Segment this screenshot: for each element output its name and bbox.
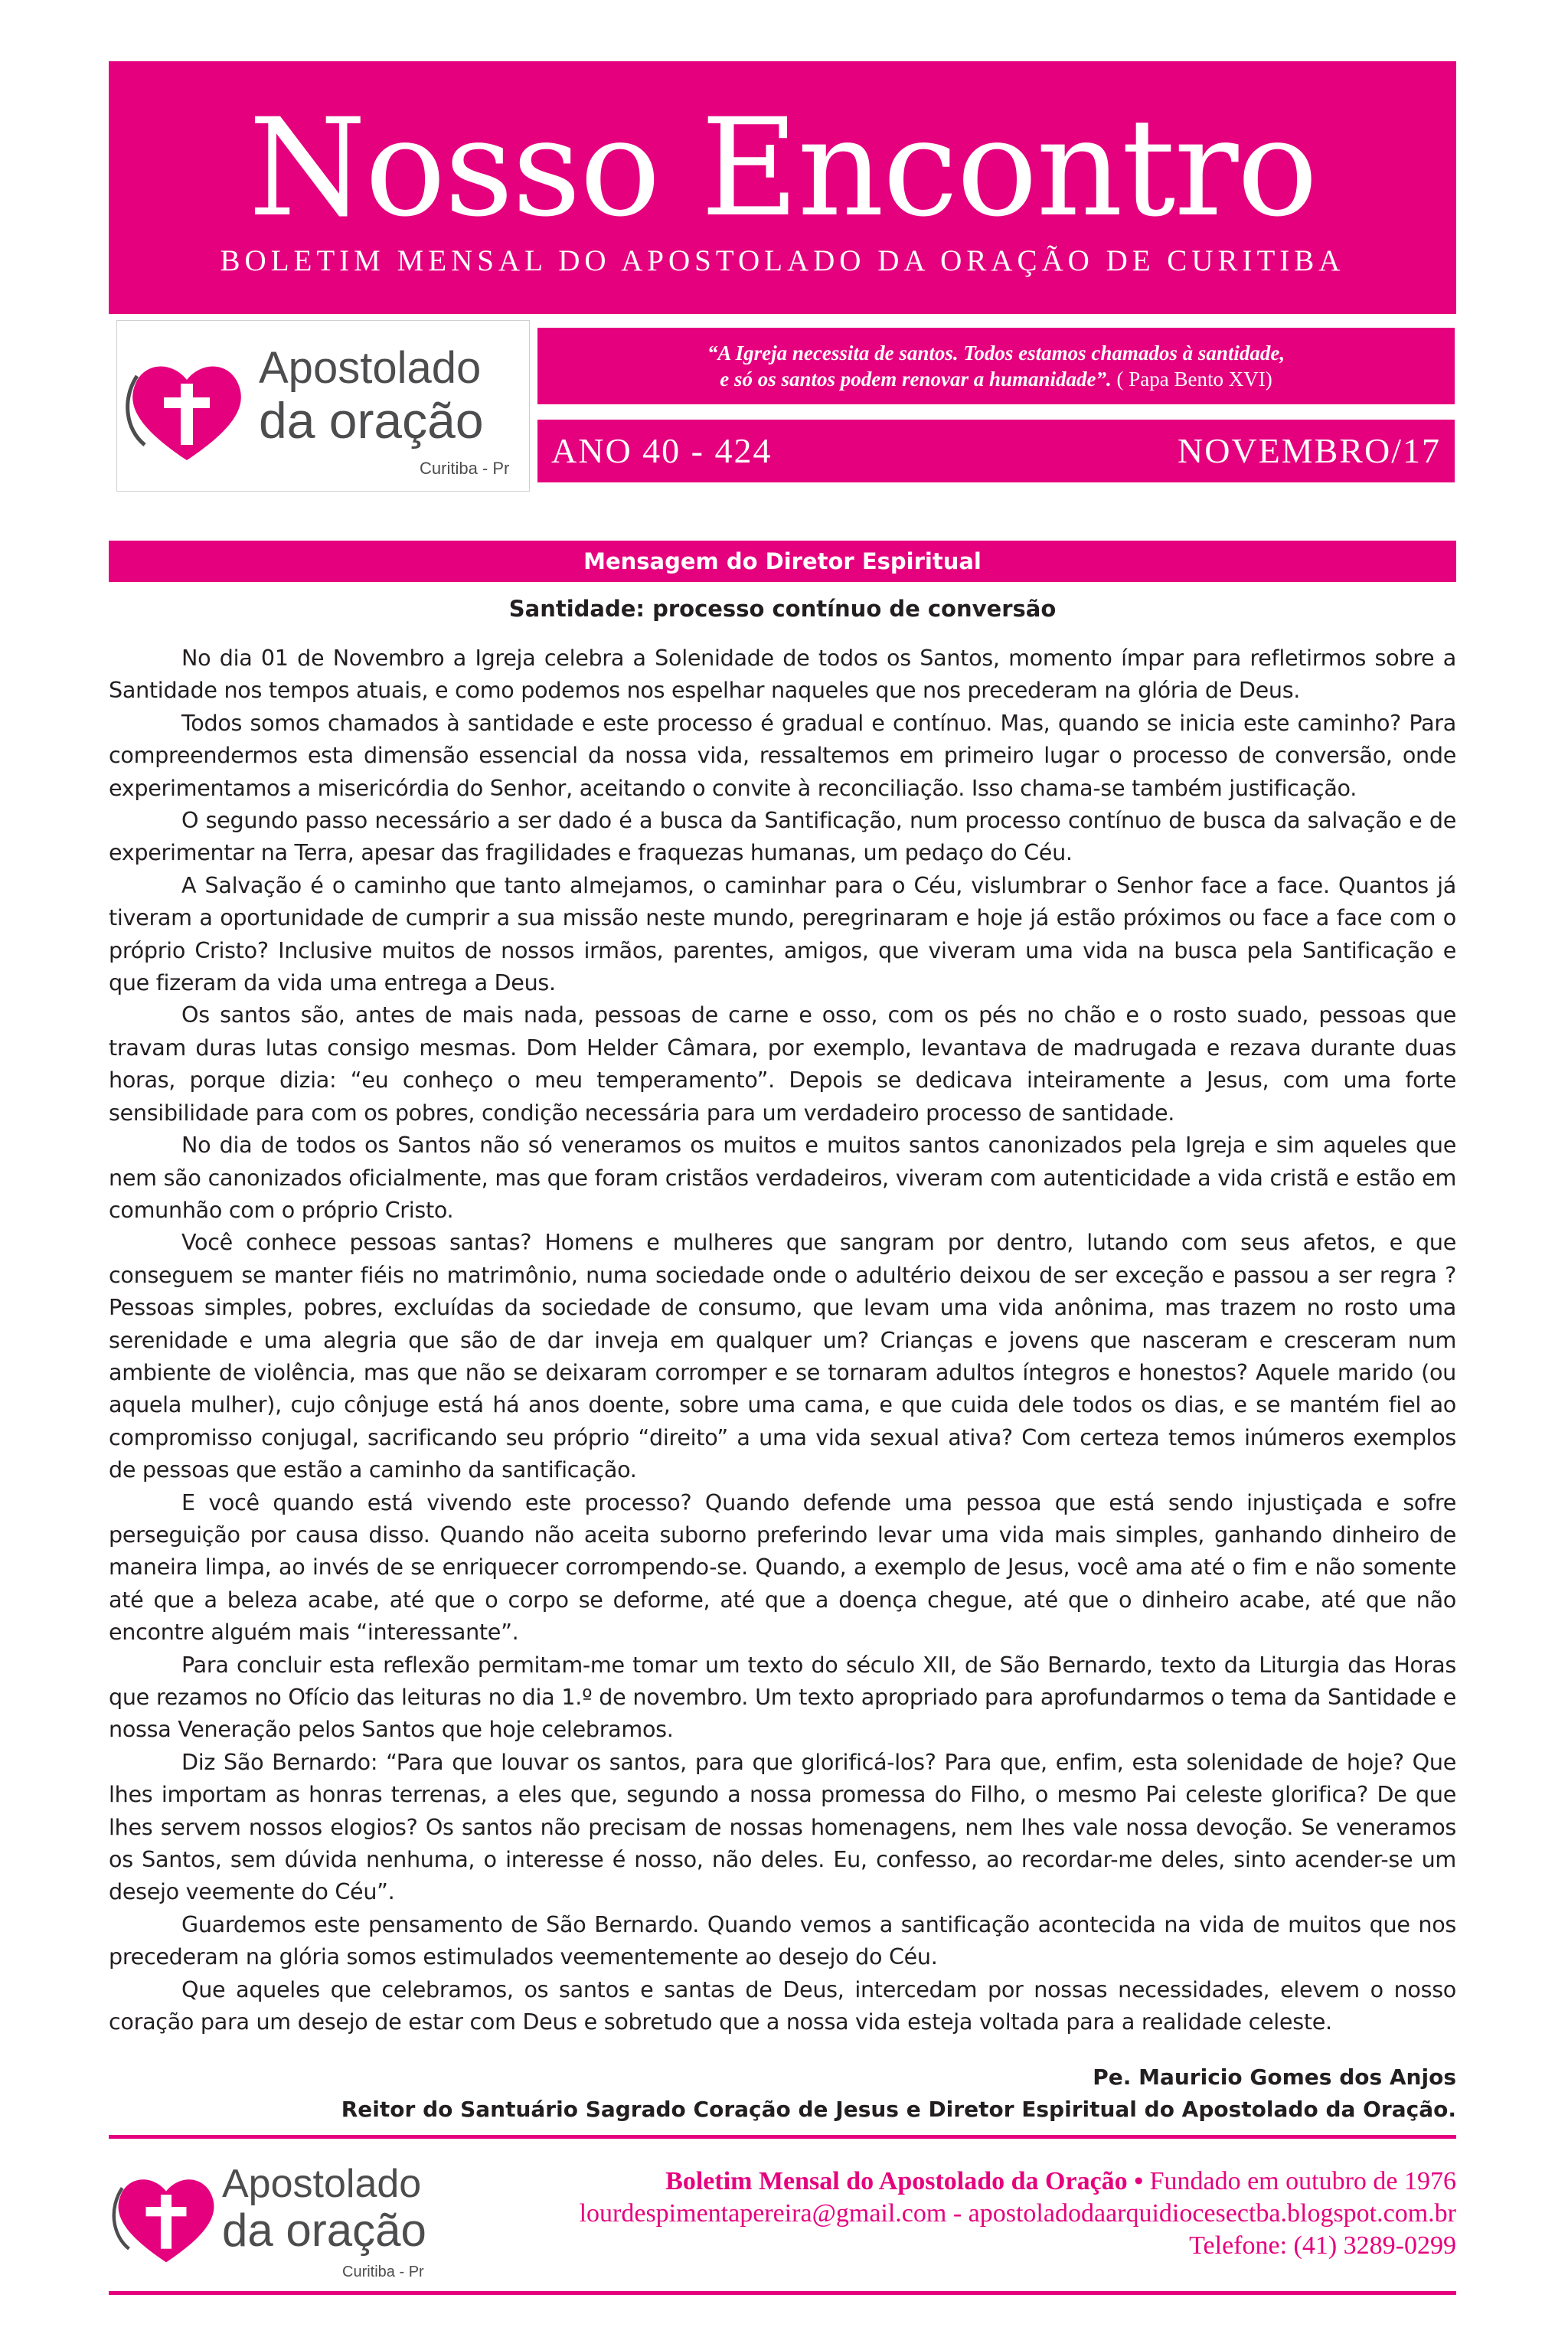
footer-logo bbox=[109, 2153, 461, 2283]
footer-bottom-divider bbox=[109, 2291, 1456, 2295]
footer-separator: • bbox=[1127, 2167, 1150, 2195]
section-header: Mensagem do Diretor Espiritual bbox=[109, 541, 1456, 582]
article-paragraph: No dia 01 de Novembro a Igreja celebra a Solenidade de todos os Santos, momento ímpar para refletirmos sobre a Santidade nos tempos atuais, e como podemos nos espelhar naqueles que nos precederam na glória de Deus. bbox=[109, 645, 1456, 704]
edition-banner bbox=[537, 420, 1455, 482]
quote-banner bbox=[537, 328, 1455, 404]
logo-line-2: da oração bbox=[259, 392, 484, 449]
issue-month: NOVEMBRO/17 bbox=[1177, 431, 1441, 470]
logo-line-1: Apostolado bbox=[259, 343, 482, 393]
footer-logo-line-1: Apostolado bbox=[222, 2162, 422, 2206]
heart-cross-logo-icon bbox=[109, 2161, 224, 2276]
heart-cross-logo-icon bbox=[122, 345, 252, 476]
article-paragraph: Todos somos chamados à santidade e este processo é gradual e contínuo. Mas, quando se inicia este caminho? Para compreendermos esta dimensão essencial da nossa vida, ressaltemos em primeiro lugar o processo de conversão, onde experimentamos a misericórdia do Senhor, aceitando o convite à reconciliação. Isso chama-se também justificação. bbox=[109, 709, 1456, 801]
article-body bbox=[109, 642, 1456, 2038]
signature-role: Reitor do Santuário Sagrado Coração de Jesus e Diretor Espiritual do Apostolado da Oração. bbox=[341, 2097, 1456, 2122]
footer-contacts: lourdespimentapereira@gmail.com - apostoladodaarquidiocesectba.blogspot.com.br bbox=[579, 2199, 1456, 2228]
article-paragraph: Diz São Bernardo: “Para que louvar os santos, para que glorificá-los? Para que, enfim, esta solenidade de hoje? Que lhes importam as honras terrenas, a eles que, segundo a nossa promessa do Filho, o mesmo Pai celeste glorifica? De que lhes servem nossos elogios? Os santos não precisam de nossas homenagens, nem lhes vale nossa devoção. Se veneramos os Santos, sem dúvida nenhuma, o interesse é nosso, não deles. Eu, confesso, ao recordar-me deles, sinto acender-se um desejo veemente do Céu”. bbox=[109, 1748, 1456, 1905]
footer-logo-city: Curitiba - Pr bbox=[342, 2264, 424, 2280]
article-paragraph: Para concluir esta reflexão permitam-me tomar um texto do século XII, de São Bernardo, texto da Liturgia das Horas que rezamos no Ofício das leituras no dia 1.º de novembro. Um texto apropriado para aprofundarmos o tema da Santidade e nossa Veneração pelos Santos que hoje celebramos. bbox=[109, 1651, 1456, 1743]
article-paragraph: Que aqueles que celebramos, os santos e santas de Deus, intercedam por nossas necessidades, elevem o nosso coração para um desejo de estar com Deus e sobretudo que a nossa vida esteja voltada para a realidade celeste. bbox=[109, 1976, 1456, 2035]
footer-divider bbox=[109, 2135, 1456, 2139]
masthead bbox=[109, 61, 1456, 314]
article-paragraph: A Salvação é o caminho que tanto almejamos, o caminhar para o Céu, vislumbrar o Senhor face a face. Quantos já tiveram a oportunidade de cumprir a sua missão neste mundo, peregrinaram e hoje já estão próximos ou face a face com o próprio Cristo? Inclusive muitos de nossos irmãos, parentes, amigos, que viveram uma vida na busca pela Santificação e que fizeram da vida uma entrega a Deus. bbox=[109, 871, 1456, 996]
article-paragraph: Você conhece pessoas santas? Homens e mulheres que sangram por dentro, lutando com seus afetos, e que conseguem se manter fiéis no matrimônio, numa sociedade onde o adultério deixou de ser exceção e passou a ser regra ? Pessoas simples, pobres, excluídas da sociedade de consumo, que levam uma vida anônima, mas trazem no rosto uma serenidade e uma alegria que são de dar inveja em qualquer um? Crianças e jovens que nasceram e cresceram num ambiente de violência, mas que não se deixaram corromper e se tornaram adultos íntegros e honestos? Aquele marido (ou aquela mulher), cujo cônjuge está há anos doente, sobre uma cama, e que cuida dele todos os dias, e se mantém fiel ao compromisso conjugal, sacrificando seu próprio “direito” a uma vida sexual ativa? Com certeza temos inúmeros exemplos de pessoas que estão a caminho da santificação. bbox=[109, 1229, 1456, 1483]
newsletter-title: Nosso Encontro bbox=[248, 90, 1317, 247]
logo-city: Curitiba - Pr bbox=[420, 459, 510, 478]
article-paragraph: No dia de todos os Santos não só veneramos os muitos e muitos santos canonizados pela Igreja e sim aqueles que nem são canonizados oficialmente, mas que foram cristãos verdadeiros, viveram com autenticidade a vida cristã e estão em comunhão com o próprio Cristo. bbox=[109, 1132, 1456, 1223]
quote-line-1: “A Igreja necessita de santos. Todos estamos chamados à santidade, bbox=[707, 342, 1285, 364]
footer-bulletin: Boletim Mensal do Apostolado da Oração bbox=[665, 2167, 1128, 2195]
article-title: Santidade: processo contínuo de conversão bbox=[508, 596, 1057, 622]
apostolado-logo bbox=[116, 320, 530, 492]
newsletter-subtitle: BOLETIM MENSAL DO APOSTOLADO DA ORAÇÃO DE CURITIBA bbox=[220, 244, 1345, 277]
footer-phone: Telefone: (41) 3289-0299 bbox=[1189, 2231, 1456, 2260]
article-paragraph: E você quando está vivendo este processo? Quando defende uma pessoa que está sendo injustiçada e sofre perseguição por causa disso. Quando não aceita suborno preferindo levar uma vida mais simples, ganhando dinheiro de maneira limpa, ao invés de se enriquecer corrompendo-se. Quando, a exemplo de Jesus, você ama até o fim e não somente até que a beleza acabe, até que o corpo se deforme, até que a doença chegue, até que o dinheiro acabe, até que não encontre alguém mais “interessante”. bbox=[109, 1489, 1456, 1646]
quote-line-2: e só os santos podem renovar a humanidade”. bbox=[720, 368, 1112, 391]
quote-attribution: ( Papa Bento XVI) bbox=[1111, 368, 1272, 391]
footer-info bbox=[580, 2166, 1456, 2262]
article-paragraph: Os santos são, antes de mais nada, pessoas de carne e osso, com os pés no chão e o rosto suado, pessoas que travam duras lutas consigo mesmas. Dom Helder Câmara, por exemplo, levantava de madrugada e rezava durante duas horas, porque dizia: “eu conheço o meu temperamento”. Depois se dedicava inteiramente a Jesus, com uma forte sensibilidade para com os pobres, condição necessária para um verdadeiro processo de santidade. bbox=[109, 1002, 1456, 1126]
article-paragraph: Guardemos este pensamento de São Bernardo. Quando vemos a santificação acontecida na vida de muitos que nos precederam na glória somos estimulados veementemente ao desejo do Céu. bbox=[109, 1911, 1456, 1970]
issue-number: ANO 40 - 424 bbox=[551, 431, 773, 470]
article-paragraph: O segundo passo necessário a ser dado é a busca da Santificação, num processo contínuo de busca da salvação e de experimentar na Terra, apesar das fragilidades e fraquezas humanas, um pedaço do Céu. bbox=[109, 807, 1456, 866]
signature bbox=[109, 2061, 1456, 2126]
footer-logo-line-2: da oração bbox=[222, 2205, 426, 2256]
signature-name: Pe. Mauricio Gomes dos Anjos bbox=[1093, 2064, 1456, 2090]
footer-founded: Fundado em outubro de 1976 bbox=[1149, 2167, 1456, 2195]
